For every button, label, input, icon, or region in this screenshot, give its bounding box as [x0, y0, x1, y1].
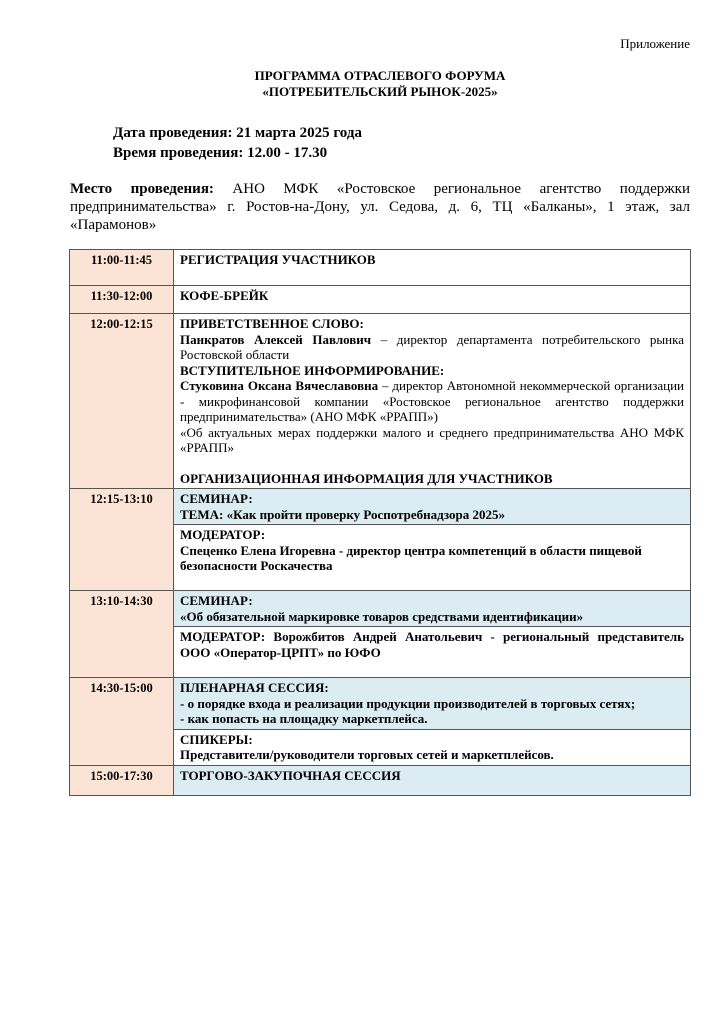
time-cell: 15:00-17:30: [70, 765, 174, 795]
speakers-cell: [174, 729, 691, 765]
time-line: Время проведения: 12.00 - 17.30: [113, 145, 328, 161]
speaker-1-name: Панкратов Алексей Павлович: [180, 331, 372, 347]
plenary-item-2: - как попасть на площадку маркетплейса.: [180, 711, 428, 726]
table-row: [70, 250, 691, 286]
intro-heading: ВСТУПИТЕЛЬНОЕ ИНФОРМИРОВАНИЕ:: [180, 362, 445, 378]
date-line: Дата проведения: 21 марта 2025 года: [113, 125, 362, 141]
title-line-2: «ПОТРЕБИТЕЛЬСКИЙ РЫНОК-2025»: [262, 84, 498, 99]
table-row: [70, 678, 691, 730]
moderator-label: МОДЕРАТОР:: [180, 527, 266, 542]
speaker-1: [180, 332, 684, 363]
speaker-2: [180, 378, 684, 425]
time-cell: 12:00-12:15: [70, 314, 174, 489]
welcome-heading: ПРИВЕТСТВЕННОЕ СЛОВО:: [180, 316, 364, 331]
plenary-label: ПЛЕНАРНАЯ СЕССИЯ:: [180, 680, 329, 695]
moderator-text: Спеценко Елена Игоревна - директор центра компетенций в области пищевой безопасности Роскачества: [180, 542, 642, 573]
seminar-topic: «Об обязательной маркировке товаров средствами идентификации»: [180, 608, 584, 624]
table-row: [70, 314, 691, 489]
moderator-cell: МОДЕРАТОР: Ворожбитов Андрей Анатольевич - региональный представитель ООО «Оператор-ЦРПТ» по ЮФО: [174, 627, 691, 678]
event-dates: [113, 123, 362, 163]
session-cell: РЕГИСТРАЦИЯ УЧАСТНИКОВ: [174, 250, 691, 286]
session-cell: [174, 591, 691, 627]
session-cell: КОФЕ-БРЕЙК: [174, 286, 691, 314]
org-info-heading: ОРГАНИЗАЦИОННАЯ ИНФОРМАЦИЯ ДЛЯ УЧАСТНИКОВ: [180, 470, 553, 486]
time-cell: 11:00-11:45: [70, 250, 174, 286]
venue-paragraph: [70, 180, 690, 234]
schedule-table: [69, 249, 691, 796]
talk-title: «Об актуальных мерах поддержки малого и среднего предпринимательства АНО МФК «РРАПП»: [180, 424, 684, 455]
moderator-cell: [174, 525, 691, 591]
session-cell: [174, 678, 691, 730]
time-cell: 14:30-15:00: [70, 678, 174, 766]
session-cell: [174, 489, 691, 525]
time-cell: 11:30-12:00: [70, 286, 174, 314]
venue-text: АНО МФК «Ростовское региональное агентство поддержки предпринимательства» г. Ростов-на-Дону, ул. Седова, д. 6, ТЦ «Балканы», 1 этаж, зал «Парамонов»: [70, 181, 690, 233]
speakers-label: СПИКЕРЫ:: [180, 731, 253, 747]
table-row: [70, 765, 691, 795]
appendix-label: Приложение: [620, 36, 690, 51]
speaker-1-role: – директор департамента потребительского рынка Ростовской области: [180, 331, 684, 362]
table-row: [70, 286, 691, 314]
table-row: [70, 591, 691, 627]
time-cell: 12:15-13:10: [70, 489, 174, 591]
table-row: [70, 489, 691, 525]
session-cell: [174, 314, 691, 489]
seminar-topic: ТЕМА: «Как пройти проверку Роспотребнадзора 2025»: [180, 506, 505, 522]
seminar-label: СЕМИНАР:: [180, 491, 253, 506]
speaker-2-role: – директор Автономной некоммерческой организации - микрофинансовой компании «Ростовское региональное агентство поддержки предпринимательства» (АНО МФК «РРАПП»): [180, 378, 684, 424]
title-line-1: ПРОГРАММА ОТРАСЛЕВОГО ФОРУМА: [254, 68, 506, 83]
document-title: [0, 68, 725, 100]
plenary-item-1: - о порядке входа и реализации продукции производителей в торговых сетях;: [180, 695, 636, 711]
seminar-label: СЕМИНАР:: [180, 593, 253, 608]
venue-label: Место проведения:: [70, 181, 214, 197]
speaker-2-name: Стуковина Оксана Вячеславовна: [180, 378, 379, 393]
session-cell: ТОРГОВО-ЗАКУПОЧНАЯ СЕССИЯ: [174, 765, 691, 795]
time-cell: 13:10-14:30: [70, 591, 174, 678]
speakers-text: Представители/руководители торговых сетей и маркетплейсов.: [180, 747, 554, 762]
